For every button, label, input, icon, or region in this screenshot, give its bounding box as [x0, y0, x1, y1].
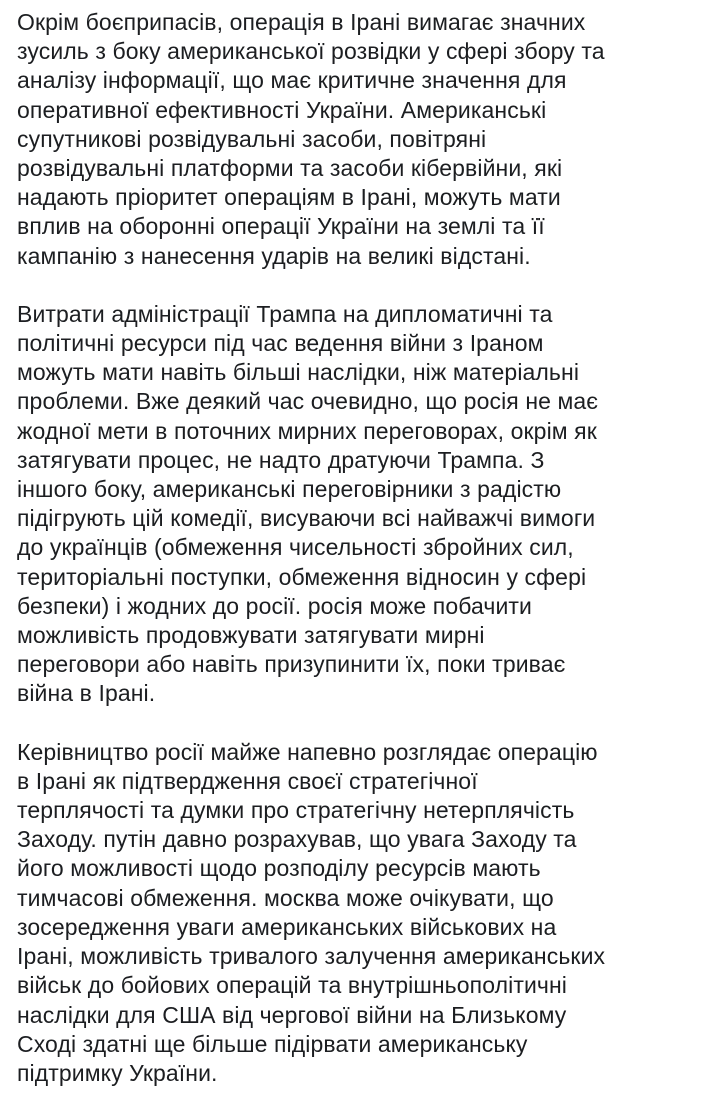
text-line: вплив на оборонні операції України на землі та її — [17, 213, 545, 240]
text-line: переговори або навіть призупинити їх, поки триває — [17, 651, 566, 678]
text-line: в Ірані як підтвердження своєї стратегічної — [17, 767, 478, 794]
text-line: підтримку України. — [17, 1059, 218, 1086]
text-line: безпеки) і жодних до росії. росія може побачити — [17, 592, 532, 619]
text-line: терплячості та думки про стратегічну нетерплячість — [17, 797, 575, 824]
text-line: іншого боку, американські переговірники з радістю — [17, 476, 562, 503]
text-line: до українців (обмеження чисельності збройних сил, — [17, 534, 574, 561]
text-line: оперативної ефективності України. Американські — [17, 96, 547, 123]
text-line: війна в Ірані. — [17, 680, 156, 707]
text-line: розвідувальні платформи та засоби кібервійни, які — [17, 155, 563, 182]
text-line: аналізу інформації, що має критичне значення для — [17, 67, 567, 94]
text-line: Керівництво росії майже напевно розглядає операцію — [17, 738, 598, 765]
text-line: зусиль з боку американської розвідки у сфері збору та — [17, 38, 605, 65]
text-line: наслідки для США від чергової війни на Близькому — [17, 1001, 567, 1028]
text-line: тимчасові обмеження. москва може очікувати, що — [17, 884, 554, 911]
text-line: надають пріоритет операціям в Ірані, можуть мати — [17, 184, 561, 211]
text-line: можливість продовжувати затягувати мирні — [17, 622, 485, 649]
text-line: Сході здатні ще більше підірвати американську — [17, 1030, 528, 1057]
text-line: супутникові розвідувальні засоби, повітряні — [17, 125, 487, 152]
text-line: Окрім боєприпасів, операція в Ірані вимагає значних — [17, 9, 586, 35]
text-line: територіальні поступки, обмеження відносин у сфері — [17, 563, 587, 590]
text-line: кампанію з нанесення ударів на великі відстані. — [17, 242, 531, 269]
text-line: жодної мети в поточних мирних переговорах, окрім як — [17, 417, 597, 444]
text-line: його можливості щодо розподілу ресурсів мають — [17, 855, 541, 882]
text-line: військ до бойових операцій та внутрішньополітичні — [17, 972, 568, 999]
text-line: підігрують цій комедії, висуваючи всі найважчі вимоги — [17, 505, 596, 532]
paragraph-3 — [17, 738, 717, 1088]
text-line: зосередження уваги американських військових на — [17, 913, 557, 940]
post-text — [17, 0, 717, 1088]
text-line: Ірані, можливість тривалого залучення американських — [17, 943, 606, 970]
text-line: політичні ресурси під час ведення війни з Іраном — [17, 330, 544, 357]
text-line: можуть мати навіть більші наслідки, ніж матеріальні — [17, 359, 580, 386]
text-line: проблеми. Вже деякий час очевидно, що росія не має — [17, 388, 599, 415]
paragraph-2 — [17, 300, 717, 709]
text-line: Витрати адміністрації Трампа на дипломатичні та — [17, 300, 553, 327]
text-line: затягувати процес, не надто дратуючи Трампа. З — [17, 446, 545, 473]
paragraph-1 — [17, 8, 717, 271]
text-line: Заходу. путін давно розрахував, що увага Заходу та — [17, 826, 577, 853]
